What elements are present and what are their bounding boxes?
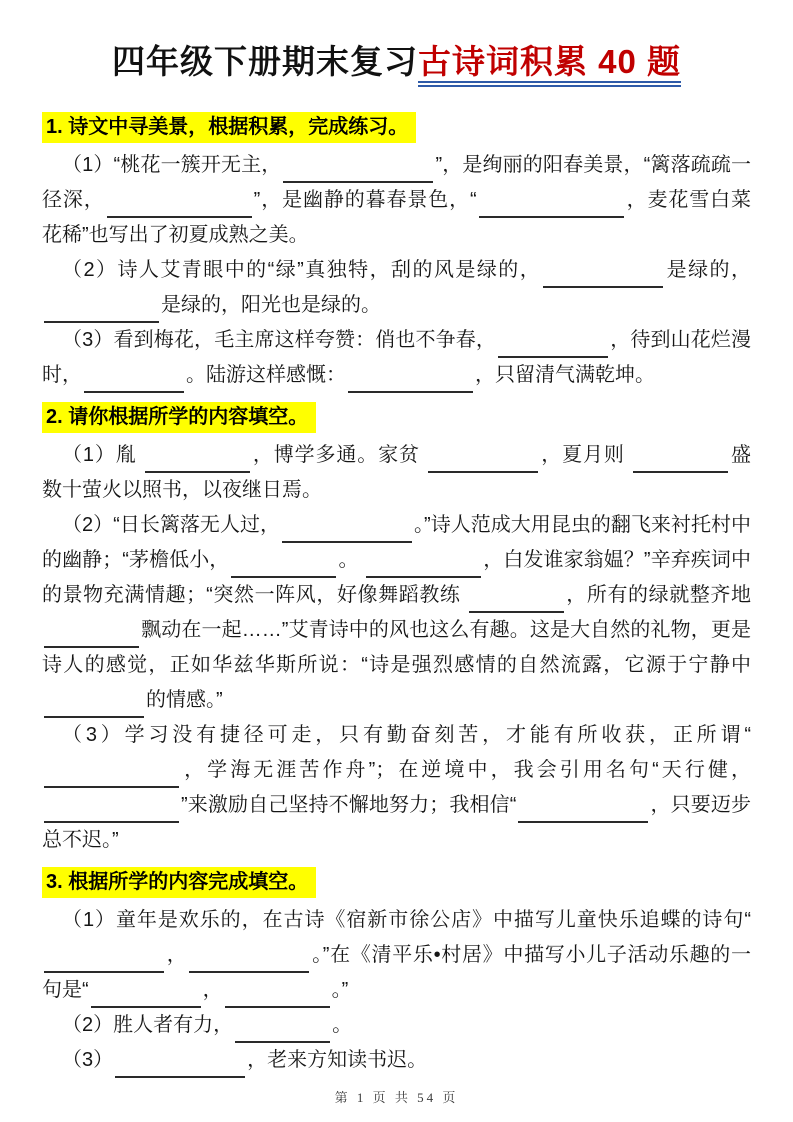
section-1-body (42, 148, 751, 393)
answer-blank (428, 450, 538, 473)
answer-blank (231, 555, 336, 578)
answer-blank (348, 370, 473, 393)
answer-blank (469, 590, 564, 613)
section-1-heading: 1. 诗文中寻美景，根据积累，完成练习。 (42, 112, 416, 143)
question-paragraph: （3）学习没有捷径可走，只有勤奋刻苦，才能有所收获，正所谓“，学海无涯苦作舟”；在逆境中，我会引用名句“天行健，”来激励自己坚持不懈地努力；我相信“ ，只要迈步总不迟。” (42, 724, 751, 851)
answer-blank (84, 370, 184, 393)
section-2 (42, 393, 751, 858)
question-paragraph: （1）胤 ，博学多通。家贫 ，夏月则 盛数十萤火以照书，以夜继日焉。 (42, 444, 751, 501)
page-title-highlighted: 古诗词积累 40 题 (418, 43, 681, 87)
answer-blank (107, 195, 252, 218)
question-paragraph: （1）“桃花一簇开无主， ”，是绚丽的阳春美景，“篱落疏疏一径深， ”，是幽静的暮春景色，“ ，麦花雪白菜花稀”也写出了初夏成熟之美。 (42, 154, 752, 246)
answer-blank (91, 985, 201, 1008)
answer-blank (235, 1020, 330, 1043)
answer-blank (44, 625, 139, 648)
question-paragraph: （2）“日长篱落无人过， 。”诗人范成大用昆虫的翻飞来衬托村中的幽静；“茅檐低小， 。 ，白发谁家翁媪？”辛弃疾词中的景物充满情趣；“突然一阵风，好像舞蹈教练 ，所有的绿就整齐地 飘动在一起……”艾青诗中的风也这么有趣。这是大自然的礼物，更是诗人的感觉，正如华兹华斯所说：“诗是强烈感情的自然流露，它源于宁静中 的情感。” (42, 508, 751, 718)
answer-blank (366, 555, 481, 578)
answer-blank (115, 1055, 245, 1078)
answer-blank (498, 335, 608, 358)
answer-blank (282, 520, 412, 543)
section-3 (42, 858, 751, 1078)
answer-blank (189, 950, 309, 973)
question-paragraph: （3）看到梅花，毛主席这样夸赞：俏也不争春， ，待到山花烂漫时， 。陆游这样感慨： ，只留清气满乾坤。 (42, 323, 751, 393)
answer-blank (44, 765, 179, 788)
question-paragraph: （2）诗人艾青眼中的“绿”真独特，刮的风是绿的， 是绿的，是绿的，阳光也是绿的。 (42, 253, 751, 323)
page-title-main: 四年级下册期末复习 (111, 43, 418, 80)
question-paragraph: （1）童年是欢乐的，在古诗《宿新市徐公店》中描写儿童快乐追蝶的诗句“， 。”在《清平乐•村居》中描写小儿子活动乐趣的一句是“ ， 。” (42, 903, 751, 1008)
page-title (42, 36, 751, 83)
section-1 (42, 103, 751, 393)
section-3-body (42, 903, 751, 1078)
answer-blank (44, 950, 164, 973)
section-2-body (42, 438, 751, 858)
answer-blank (44, 300, 159, 323)
question-paragraph: （2）胜人者有力， 。 (42, 1008, 751, 1043)
answer-blank (518, 800, 648, 823)
section-3-heading: 3. 根据所学的内容完成填空。 (42, 867, 316, 898)
answer-blank (44, 800, 179, 823)
answer-blank (633, 450, 728, 473)
question-paragraph: （3） ，老来方知读书迟。 (42, 1043, 751, 1078)
answer-blank (283, 160, 433, 183)
answer-blank (543, 265, 663, 288)
answer-blank (479, 195, 624, 218)
answer-blank (145, 450, 250, 473)
answer-blank (225, 985, 330, 1008)
section-2-heading: 2. 请你根据所学的内容填空。 (42, 402, 316, 433)
answer-blank (44, 695, 144, 718)
page-number-footer: 第 1 页 共 54 页 (334, 1090, 459, 1105)
